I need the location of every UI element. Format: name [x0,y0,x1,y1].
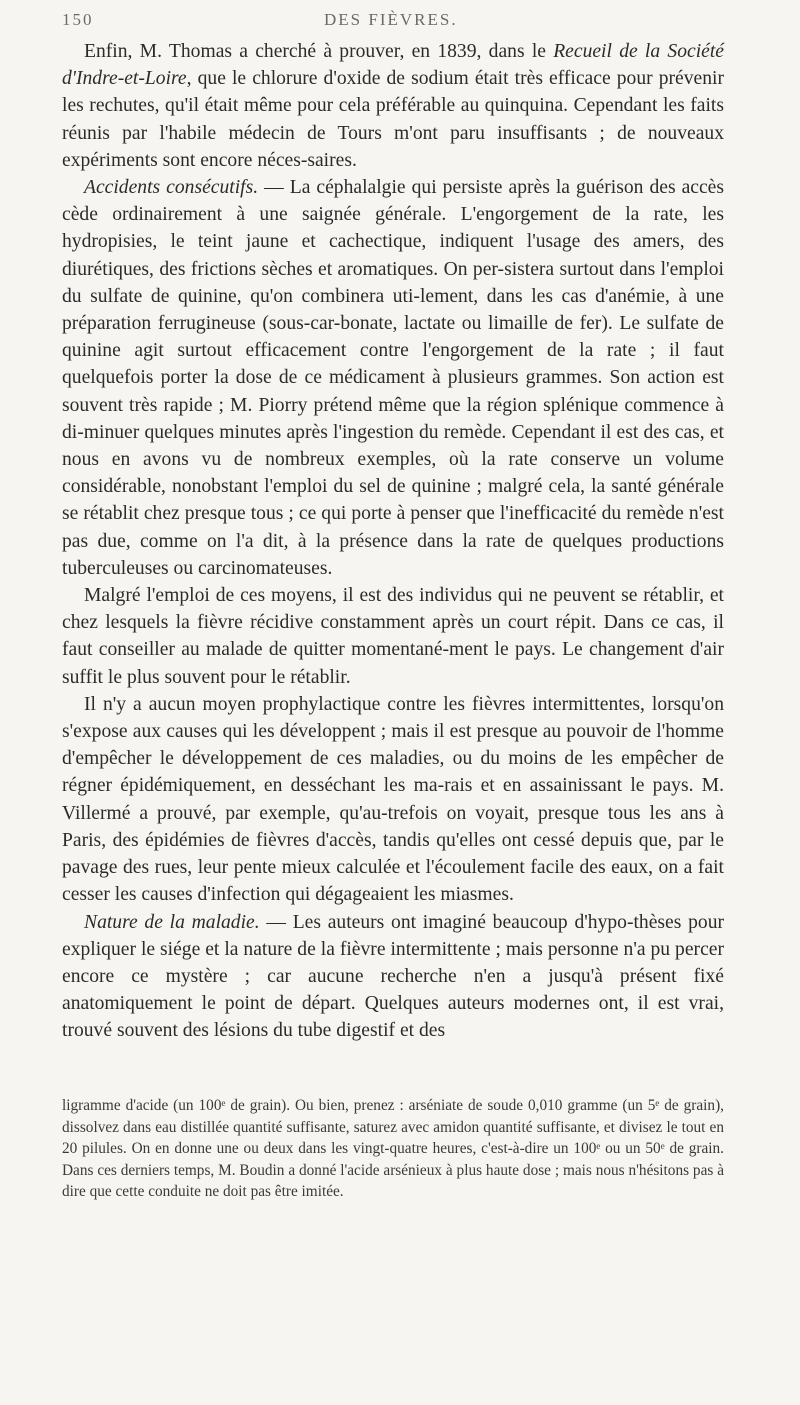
text-run: Enfin, M. Thomas a cherché à prouver, en 1839, dans le [84,41,554,62]
italic-run: Recueil de la Société d'Indre-et-Loire [62,41,724,90]
paragraph [62,582,724,691]
footnote [62,1095,724,1203]
running-title: DES FIÈVRES. [324,10,458,29]
italic-run: Nature de la maladie. [84,911,260,933]
body-text [62,38,724,1045]
page-number: 150 [62,10,94,29]
paragraph [62,174,724,582]
running-head [62,10,740,36]
paragraph [62,691,724,909]
paragraph [62,909,724,1045]
text-run: — Les auteurs ont imaginé beaucoup d'hypo-thèses pour expliquer le siége et la nature de la fièvre intermittente ; mais personne n'a pu percer encore ce mystère ; car aucune recherche n'en a jusqu'à présent fixé anatomiquement le point de départ. Quelques auteurs modernes ont, il est vrai, trouvé souvent des lésions du tube digestif et des [62,911,725,1042]
text-run: , que le chlorure d'oxide de sodium était très efficace pour prévenir les rechutes, qu'il était même pour cela préférable au quinquina. Cependant les faits réunis par l'habile médecin de Tours m'ont paru insuffisants ; de nouveaux expériments sont encore néces-saires. [62,68,724,171]
text-run: Malgré l'emploi de ces moyens, il est des individus qui ne peuvent se rétablir, et chez lesquels la fièvre récidive constamment après un court répit. Dans ce cas, il faut conseiller au malade de quitter momentané-ment le pays. Le changement d'air suffit le plus souvent pour le rétablir. [62,585,724,688]
italic-run: Accidents consécutifs. [84,177,259,199]
text-run: Il n'y a aucun moyen prophylactique contre les fièvres intermittentes, lorsqu'on s'expose aux causes qui les développent ; mais il est presque au pouvoir de l'homme d'empêcher le développement de ces maladies, ou du moins de les empêcher de régner épidémiquement, en desséchant les ma-rais et en assainissant le pays. M. Villermé a prouvé, par exemple, qu'au-trefois on voyait, presque tous les ans à Paris, des épidémies de fièvres d'accès, tandis qu'elles ont cessé depuis que, par le pavage des rues, leur pente mieux calculée et l'écoulement facile des eaux, on a fait cesser les causes d'infection qui dégageaient les miasmes. [62,693,724,906]
text-run: — La céphalalgie qui persiste après la guérison des accès cède ordinairement à une saignée générale. L'engorgement de la rate, les hydropisies, le teint jaune et cachectique, indiquent l'usage des amers, des diurétiques, des frictions sèches et aromatiques. On per-sistera surtout dans l'emploi du sulfate de quinine, qu'on combinera uti-lement, dans les cas d'anémie, à une préparation ferrugineuse (sous-car-bonate, lactate ou limaille de fer). Le sulfate de quinine agit surtout efficacement contre l'engorgement de la rate ; il faut quelquefois porter la dose de ce médicament à plusieurs grammes. Son action est souvent très rapide ; M. Piorry prétend même que la région splénique commence à di-minuer quelques minutes après l'ingestion du remède. Cependant il est des cas, et nous en avons vu de nombreux exemples, où la rate conserve un volume considérable, nonobstant l'emploi du sel de quinine ; malgré cela, la santé générale se rétablit chez presque tous ; ce qui porte à penser que l'inefficacité du remède n'est pas due, comme on l'a dit, à la présence dans la rate de quelques productions tuberculeuses ou carcinomateuses. [62,177,725,579]
paragraph [62,38,724,174]
footnote-text: ligramme d'acide (un 100ᵉ de grain). Ou bien, prenez : arséniate de soude 0,010 gramme (un 5ᵉ de grain), dissolvez dans eau distillée quantité suffisante, saturez avec amidon quantité suffisante, et divisez le tout en 20 pilules. On en donne une ou deux dans les vingt-quatre heures, c'est-à-dire un 100ᵉ ou un 50ᵉ de grain. Dans ces derniers temps, M. Boudin a donné l'acide arsénieux à plus haute dose ; mais nous n'hésitons pas à dire que cette conduite ne doit pas être imitée. [62,1097,724,1200]
